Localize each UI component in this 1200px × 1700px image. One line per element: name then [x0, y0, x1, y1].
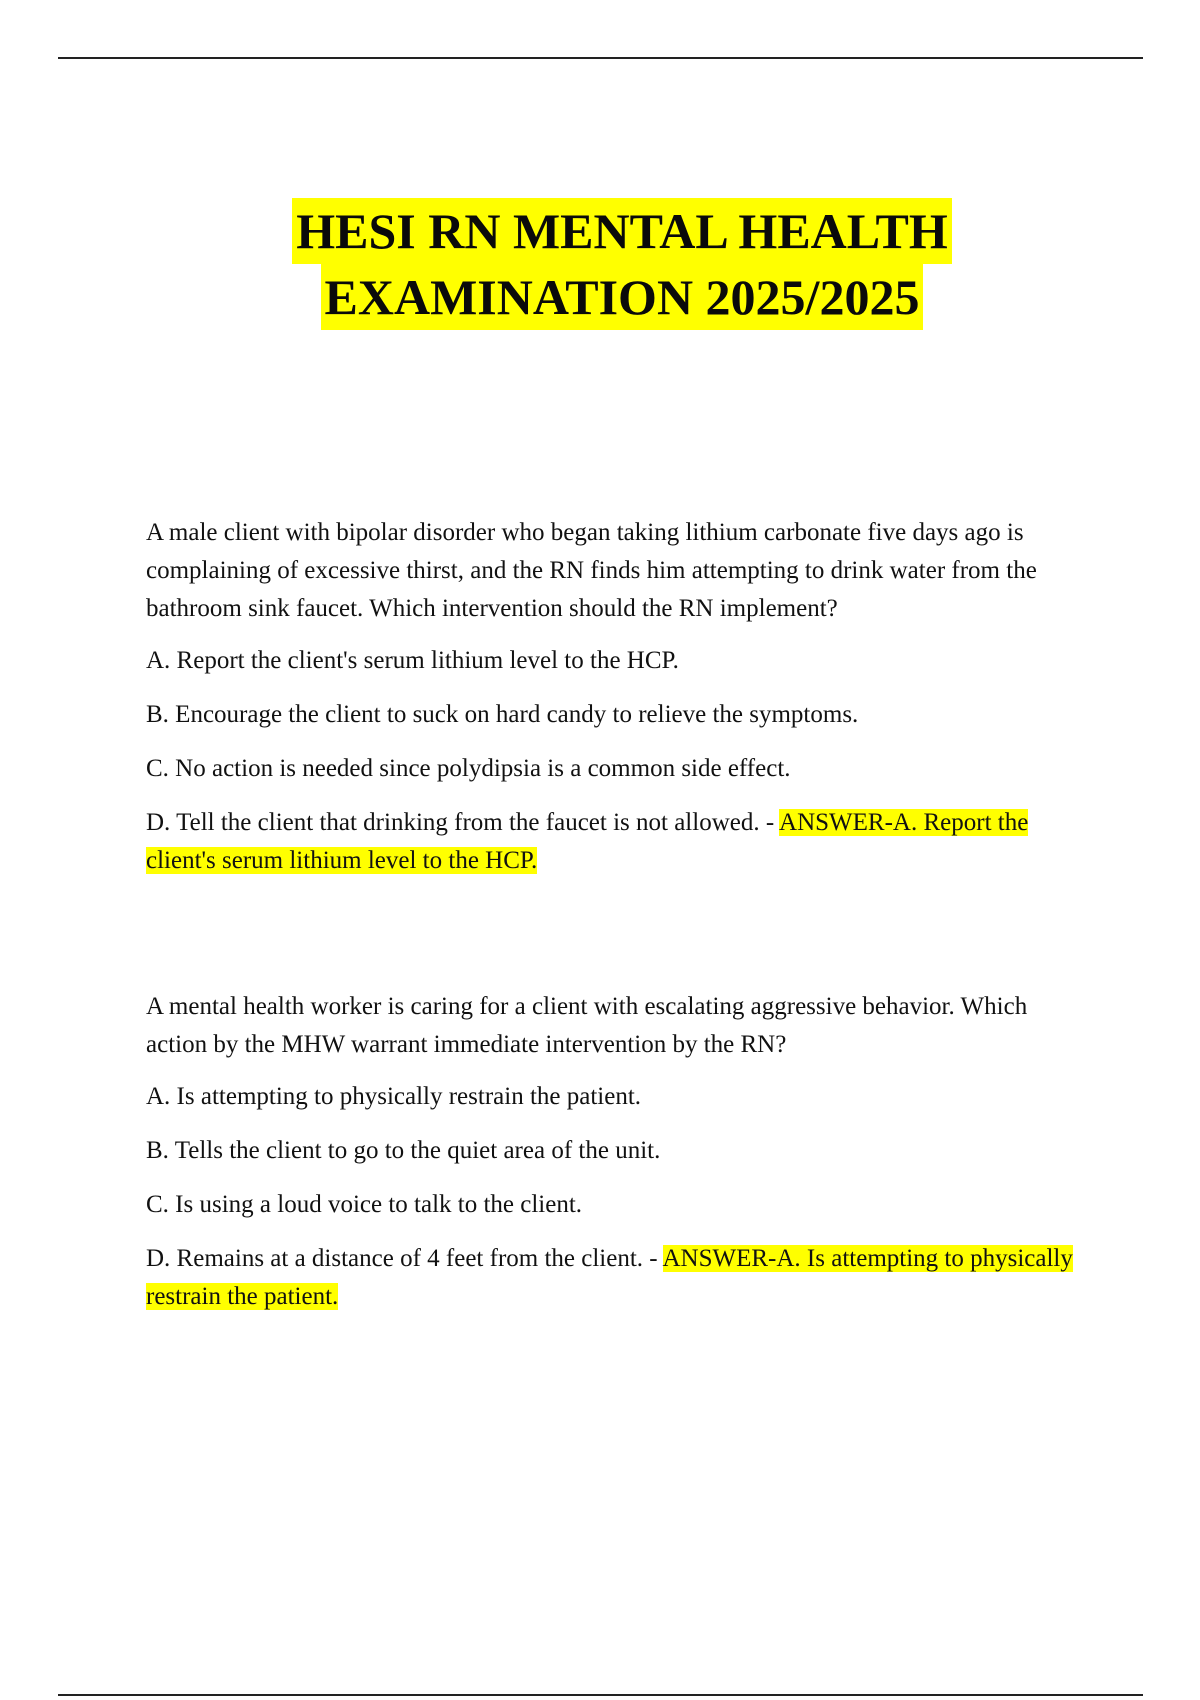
- question-stem: A male client with bipolar disorder who began taking lithium carbonate five days ago is complaining of excessive thirst, and the RN finds him attempting to drink water from the bathroom sink faucet. Which intervention should the RN implement?: [146, 519, 1037, 622]
- title-line-2: EXAMINATION 2025/2025: [321, 264, 924, 330]
- question-1: [146, 514, 1086, 896]
- option-d-with-answer: [146, 804, 1086, 880]
- top-rule: [58, 57, 1143, 59]
- option-c: C. Is using a loud voice to talk to the client.: [146, 1191, 583, 1218]
- option-a: A. Is attempting to physically restrain the patient.: [146, 1083, 642, 1110]
- option-d-with-answer: [146, 1240, 1086, 1316]
- title-line-1: HESI RN MENTAL HEALTH: [292, 198, 952, 264]
- question-2: [146, 988, 1086, 1332]
- bottom-rule: [58, 1694, 1143, 1696]
- question-stem: A mental health worker is caring for a client with escalating aggressive behavior. Which action by the MHW warrant immediate intervention by the RN?: [146, 993, 1028, 1058]
- option-c: C. No action is needed since polydipsia is a common side effect.: [146, 755, 791, 782]
- option-b: B. Encourage the client to suck on hard candy to relieve the symptoms.: [146, 701, 859, 728]
- option-a: A. Report the client's serum lithium level to the HCP.: [146, 647, 679, 674]
- option-d: D. Tell the client that drinking from the faucet is not allowed. -: [146, 809, 780, 836]
- option-b: B. Tells the client to go to the quiet area of the unit.: [146, 1137, 661, 1164]
- document-title: [0, 198, 1200, 330]
- answer-highlight: ANSWER-A. Report the client's serum lithium level to the HCP.: [146, 809, 1029, 874]
- answer-highlight: ANSWER-A. Is attempting to physically restrain the patient.: [146, 1245, 1073, 1310]
- option-d: D. Remains at a distance of 4 feet from the client. -: [146, 1245, 663, 1272]
